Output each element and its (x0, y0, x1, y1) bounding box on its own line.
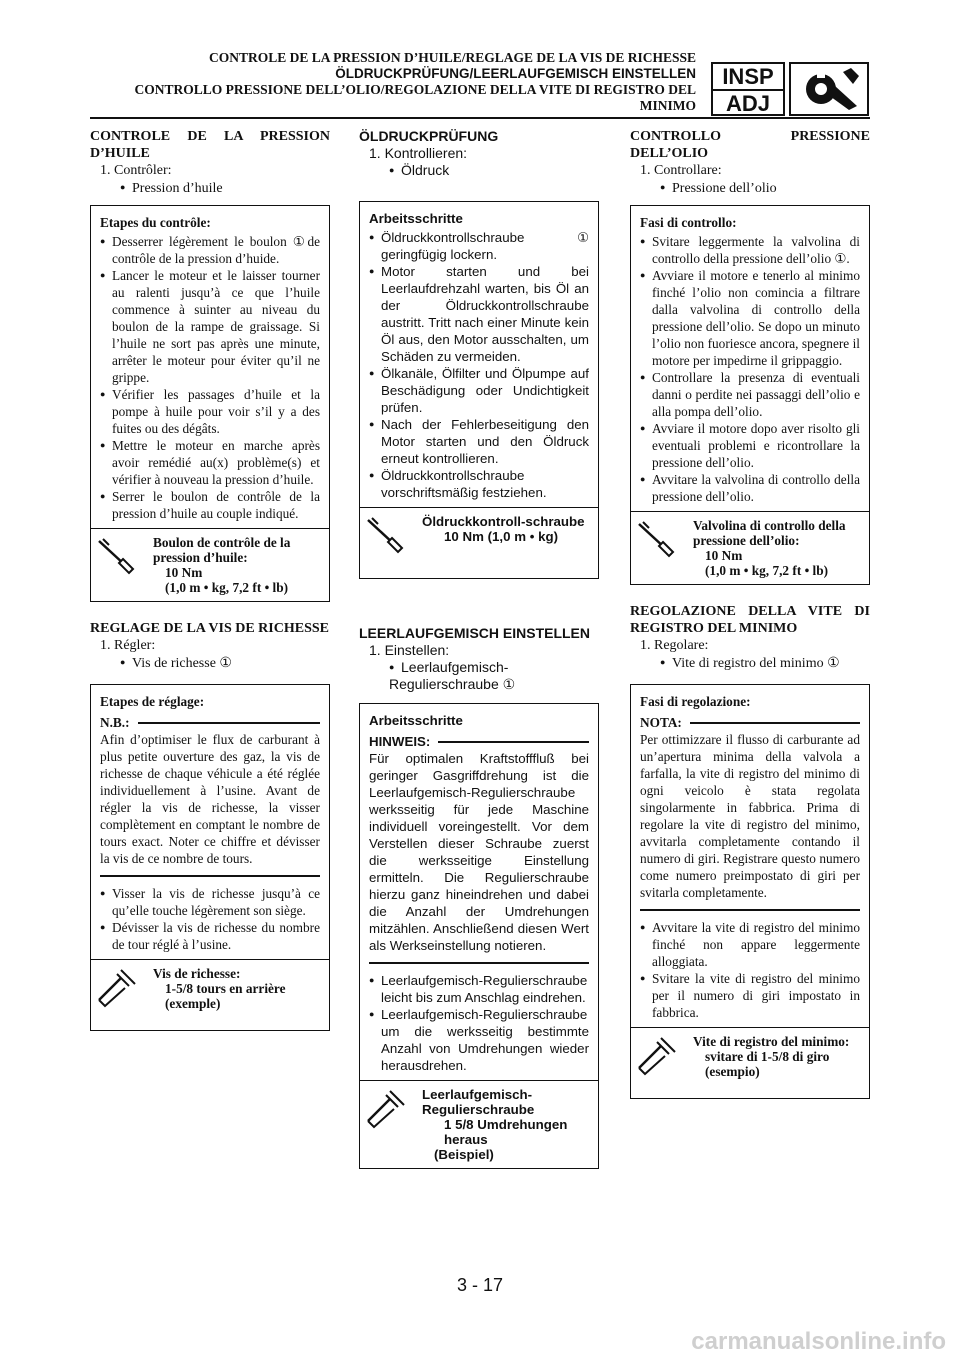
note-heading: N.B.: (100, 714, 320, 731)
note-text: Für optimalen Kraftstofffluß bei geringer Gasgriffdrehung ist die Leerlaufgemisch-Regulierschraube werksseitig für jede Maschine individuell voreingestellt. Vor dem Verstellen dieser Schraube zuerst die werksseitige Einstellung ermitteln. Die Regulierschraube hierzu ganz hineindrehen und dabei die Anzahl der Umdrehungen mitzählen. Anschließend diesen Wert als Werkseinstellung notieren. (369, 751, 589, 953)
bullet-icon: ● (369, 419, 375, 429)
bullet-icon: ● (640, 372, 646, 382)
setting-spec (91, 959, 329, 1030)
check-item (660, 179, 870, 197)
bullet-icon: ● (640, 922, 646, 932)
torque-spec (91, 528, 329, 601)
list-item: ● Vérifier les passages d’huile et la pompe à huile pour voir s’il y a des fuites ou des dégâts. (100, 387, 320, 436)
adjust-item (120, 654, 330, 672)
spec-value: 10 Nm (165, 565, 203, 580)
bullet-icon: ● (369, 470, 375, 480)
list-item: ● Leerlaufgemisch-Regulierschraube um die werksseitig bestimmte Anzahl von Umdrehungen wieder herausdrehen. (369, 1007, 589, 1073)
spec-label: Vite di registro del minimo: (693, 1034, 850, 1049)
list-item: ● Serrer le boulon de contrôle de la pression d’huile au couple indiqué. (100, 489, 320, 521)
box-title: Etapes de réglage: (100, 694, 205, 709)
torque-wrench-icon (631, 512, 683, 584)
screwdriver-icon (91, 960, 143, 1030)
list-item: ● Avvitare la valvolina di controllo della pressione dell’olio. (640, 472, 860, 504)
list-item: ● Nach der Fehlerbeseitigung den Motor starten und den Öldruck erneut kontrollieren. (369, 417, 589, 466)
badge-text (711, 62, 785, 116)
section-title: REGOLAZIONE DELLA VITE DI REGISTRO DEL MINIMO (630, 604, 870, 636)
procedure-box (90, 684, 330, 1031)
screwdriver-icon (360, 1081, 412, 1168)
spec-label: Leerlaufgemisch-Regulierschraube (422, 1087, 535, 1117)
section-title: CONTROLLO PRESSIONE DELL’OLIO (630, 129, 870, 161)
box-title: Fasi di regolazione: (640, 694, 751, 709)
box-title: Arbeitsschritte (369, 713, 463, 728)
note-text: Afin d’optimiser le flux de carburant à plus petite ouverture des gaz, la vis de richesse de chaque véhicule a été réglée individuellement à l’usine. Avant de régler la vis de richesse, la visser complètement en comptant le nombre de tours exact. Noter ce chiffre et dévisser la vis de ce nombre de tours. (100, 732, 320, 866)
bullet-icon: ● (369, 266, 375, 276)
section-title: REGLAGE DE LA VIS DE RICHESSE (90, 621, 329, 636)
divider (640, 909, 860, 911)
column-german (359, 128, 599, 1169)
list-item: ● Dévisser la vis de richesse du nombre de tour réglé à l’usine. (100, 920, 320, 952)
bullet-icon: ● (100, 270, 106, 280)
header-line-3: CONTROLLO PRESSIONE DELL’OLIO/REGOLAZIONE DELLA VITE DI REGISTRO DEL (134, 82, 696, 97)
bullet-icon: ● (120, 657, 126, 667)
spec-value-alt: (Beispiel) (434, 1147, 494, 1162)
list-item: ● Svitare leggermente la valvolina di controllo della pressione dell’olio ①. (640, 234, 860, 266)
list-item: ● Mettre le moteur en marche après avoir remédié au(x) problème(s) et vérifier à nouveau la pression d’huile. (100, 438, 320, 487)
list-item: ● Avviare il motore e tenerlo al minimo finché l’olio non comincia a filtrare dalla valvolina di controllo della pressione dell’olio. Se dopo un minuto l’olio non fuoriesce ancora, spegnere il motore per impedirne il grippaggio. (640, 268, 860, 368)
section-title: CONTROLE DE LA PRESSION D’HUILE (90, 129, 330, 161)
bullet-icon: ● (389, 165, 395, 175)
bullet-icon: ● (369, 1009, 375, 1019)
list-item: ● Lancer le moteur et le laisser tourner au ralenti jusqu’à ce que l’huile commence à suinter au niveau du boulon de la rampe de graissage. Si l’huile ne sort pas après une minute, arrêter le moteur pour éviter qu’il ne grippe. (100, 268, 320, 385)
badge-adj: ADJ (725, 91, 770, 116)
bullet-icon: ● (100, 491, 106, 501)
torque-wrench-icon (360, 508, 412, 578)
spec-label: Öldruckkontroll-schraube (422, 514, 585, 529)
check-item (120, 179, 330, 197)
bullet-icon: ● (100, 888, 106, 898)
list-item: ● Avvitare la vite di registro del minimo finché non appare leggermente alloggiata. (640, 920, 860, 969)
page-header (70, 50, 696, 114)
list-item: ● Svitare la vite di registro del minimo per il numero di giri impostato in fabbrica. (640, 971, 860, 1020)
step: 1. Contrôler: (100, 163, 172, 178)
spec-label: Vis de richesse: (153, 966, 241, 981)
header-line-2: ÖLDRUCKPRÜFUNG/LEERLAUFGEMISCH EINSTELLEN (335, 66, 696, 81)
list-item: ● Visser la vis de richesse jusqu’à ce qu’elle touche légèrement son siège. (100, 886, 320, 918)
bullet-icon: ● (100, 236, 106, 246)
note-heading: NOTA: (640, 714, 860, 731)
divider (369, 962, 589, 964)
bullet-icon: ● (640, 236, 646, 246)
spec-value-alt: (esempio) (705, 1064, 760, 1079)
setting-spec (360, 1080, 598, 1168)
step: 1. Einstellen: (369, 642, 450, 658)
item-text: Vis de richesse ① (132, 656, 232, 671)
watermark: carmanualsonline.info (691, 1328, 946, 1355)
box-title: Fasi di controllo: (640, 215, 737, 230)
list-item: ● Controllare la presenza di eventuali danni o perdite nei passaggi dell’olio e alla pompa dell’olio. (640, 370, 860, 419)
bullet-icon: ● (369, 232, 375, 242)
bullet-icon: ● (369, 975, 375, 985)
bullet-icon: ● (660, 657, 666, 667)
adjust-item (389, 659, 599, 693)
bullet-icon: ● (100, 440, 106, 450)
torque-wrench-icon (91, 529, 143, 601)
column-french (90, 128, 330, 1031)
list-item: ● Avviare il motore dopo aver risolto gli eventuali problemi e ricontrollare la pressione dell’olio. (640, 421, 860, 470)
torque-spec (360, 507, 598, 578)
step: 1. Régler: (100, 638, 156, 653)
procedure-box (90, 205, 330, 602)
item-text: Pressione dell’olio (672, 181, 777, 196)
step: 1. Regolare: (640, 638, 709, 653)
section-title: LEERLAUFGEMISCH EINSTELLEN (359, 625, 591, 641)
procedure-box (359, 703, 599, 1169)
list-item: ● Öldruckkontrollschraube ① geringfügig lockern. (369, 230, 589, 262)
list-item: ● Motor starten und bei Leerlaufdrehzahl warten, bis Öl an der Öldruckkontrollschraube austritt. Tritt nach einer Minute kein Öl aus, den Motor ausschalten, um Schäden zu vermeiden. (369, 264, 589, 364)
item-text: Pression d’huile (132, 181, 223, 196)
procedure-box (630, 684, 870, 1099)
section-title: ÖLDRUCKPRÜFUNG (359, 128, 499, 144)
column-italian (630, 128, 870, 1099)
item-text: Leerlaufgemisch-Regulierschraube ① (389, 659, 516, 692)
bullet-icon: ● (640, 270, 646, 280)
step: 1. Kontrollieren: (369, 145, 468, 161)
screwdriver-icon (631, 1028, 683, 1098)
list-item: ● Ölkanäle, Ölfilter und Ölpumpe auf Beschädigung oder Undichtigkeit prüfen. (369, 366, 589, 415)
bullet-icon: ● (100, 922, 106, 932)
adjust-item (660, 654, 870, 672)
spec-label: Valvolina di controllo della pressione dell’olio: (693, 518, 846, 548)
bullet-icon: ● (100, 389, 106, 399)
spec-value: 1-5/8 tours en arrière (165, 981, 286, 996)
bullet-icon: ● (120, 182, 126, 192)
bullet-icon: ● (660, 182, 666, 192)
note-heading: HINWEIS: (369, 733, 589, 750)
spec-value-alt: (1,0 m • kg, 7,2 ft • lb) (165, 580, 289, 595)
procedure-box (630, 205, 870, 585)
page-number: 3 - 17 (456, 1275, 504, 1295)
header-line-4: MINIMO (639, 98, 696, 113)
section-badge (711, 62, 869, 116)
box-title: Etapes du contrôle: (100, 215, 211, 230)
setting-spec (631, 1027, 869, 1098)
procedure-box (359, 201, 599, 579)
bullet-icon: ● (640, 973, 646, 983)
step: 1. Controllare: (640, 163, 722, 178)
spec-value-alt: (1,0 m • kg, 7,2 ft • lb) (705, 563, 829, 578)
spec-label: Boulon de contrôle de la pression d’huile: (153, 535, 291, 565)
spec-value: svitare di 1-5/8 di giro (705, 1049, 830, 1064)
torque-spec (631, 511, 869, 584)
bullet-icon: ● (640, 423, 646, 433)
box-title: Arbeitsschritte (369, 211, 463, 226)
divider (100, 875, 320, 877)
check-item (389, 162, 599, 179)
note-text: Per ottimizzare il flusso di carburante ad un’apertura minima della valvola a farfalla, la vite di registro del minimo di ogni veicolo è stata regolata singolarmente in fabbrica. Prima di regolare la vite di registro del minimo, avvitarla completamente contando il numero di giri. Registrare questo numero come numero preimpostato di giri per svitarla completamente. (640, 732, 860, 900)
bullet-icon: ● (640, 474, 646, 484)
item-text: Vite di registro del minimo ① (672, 656, 840, 671)
header-line-1: CONTROLE DE LA PRESSION D’HUILE/REGLAGE DE LA VIS DE RICHESSE (208, 50, 696, 65)
header-rule (90, 117, 870, 119)
list-item: ● Desserrer légèrement le boulon ①de contrôle de la pression d’huide. (100, 234, 320, 266)
spec-value: 10 Nm (1,0 m • kg) (444, 529, 559, 544)
spec-value: 1 5/8 Umdrehungen heraus (444, 1117, 568, 1147)
list-item: ● Leerlaufgemisch-Regulierschraube leicht bis zum Anschlag eindrehen. (369, 973, 588, 1005)
wrench-check-icon (789, 62, 869, 116)
list-item: ● Öldruckkontrollschraube vorschriftsmäßig festziehen. (369, 468, 547, 500)
badge-insp: INSP (713, 64, 783, 91)
spec-value: 10 Nm (705, 548, 743, 563)
item-text: Öldruck (401, 162, 450, 178)
bullet-icon: ● (389, 662, 395, 672)
bullet-icon: ● (369, 368, 375, 378)
spec-value-alt: (exemple) (165, 996, 221, 1011)
